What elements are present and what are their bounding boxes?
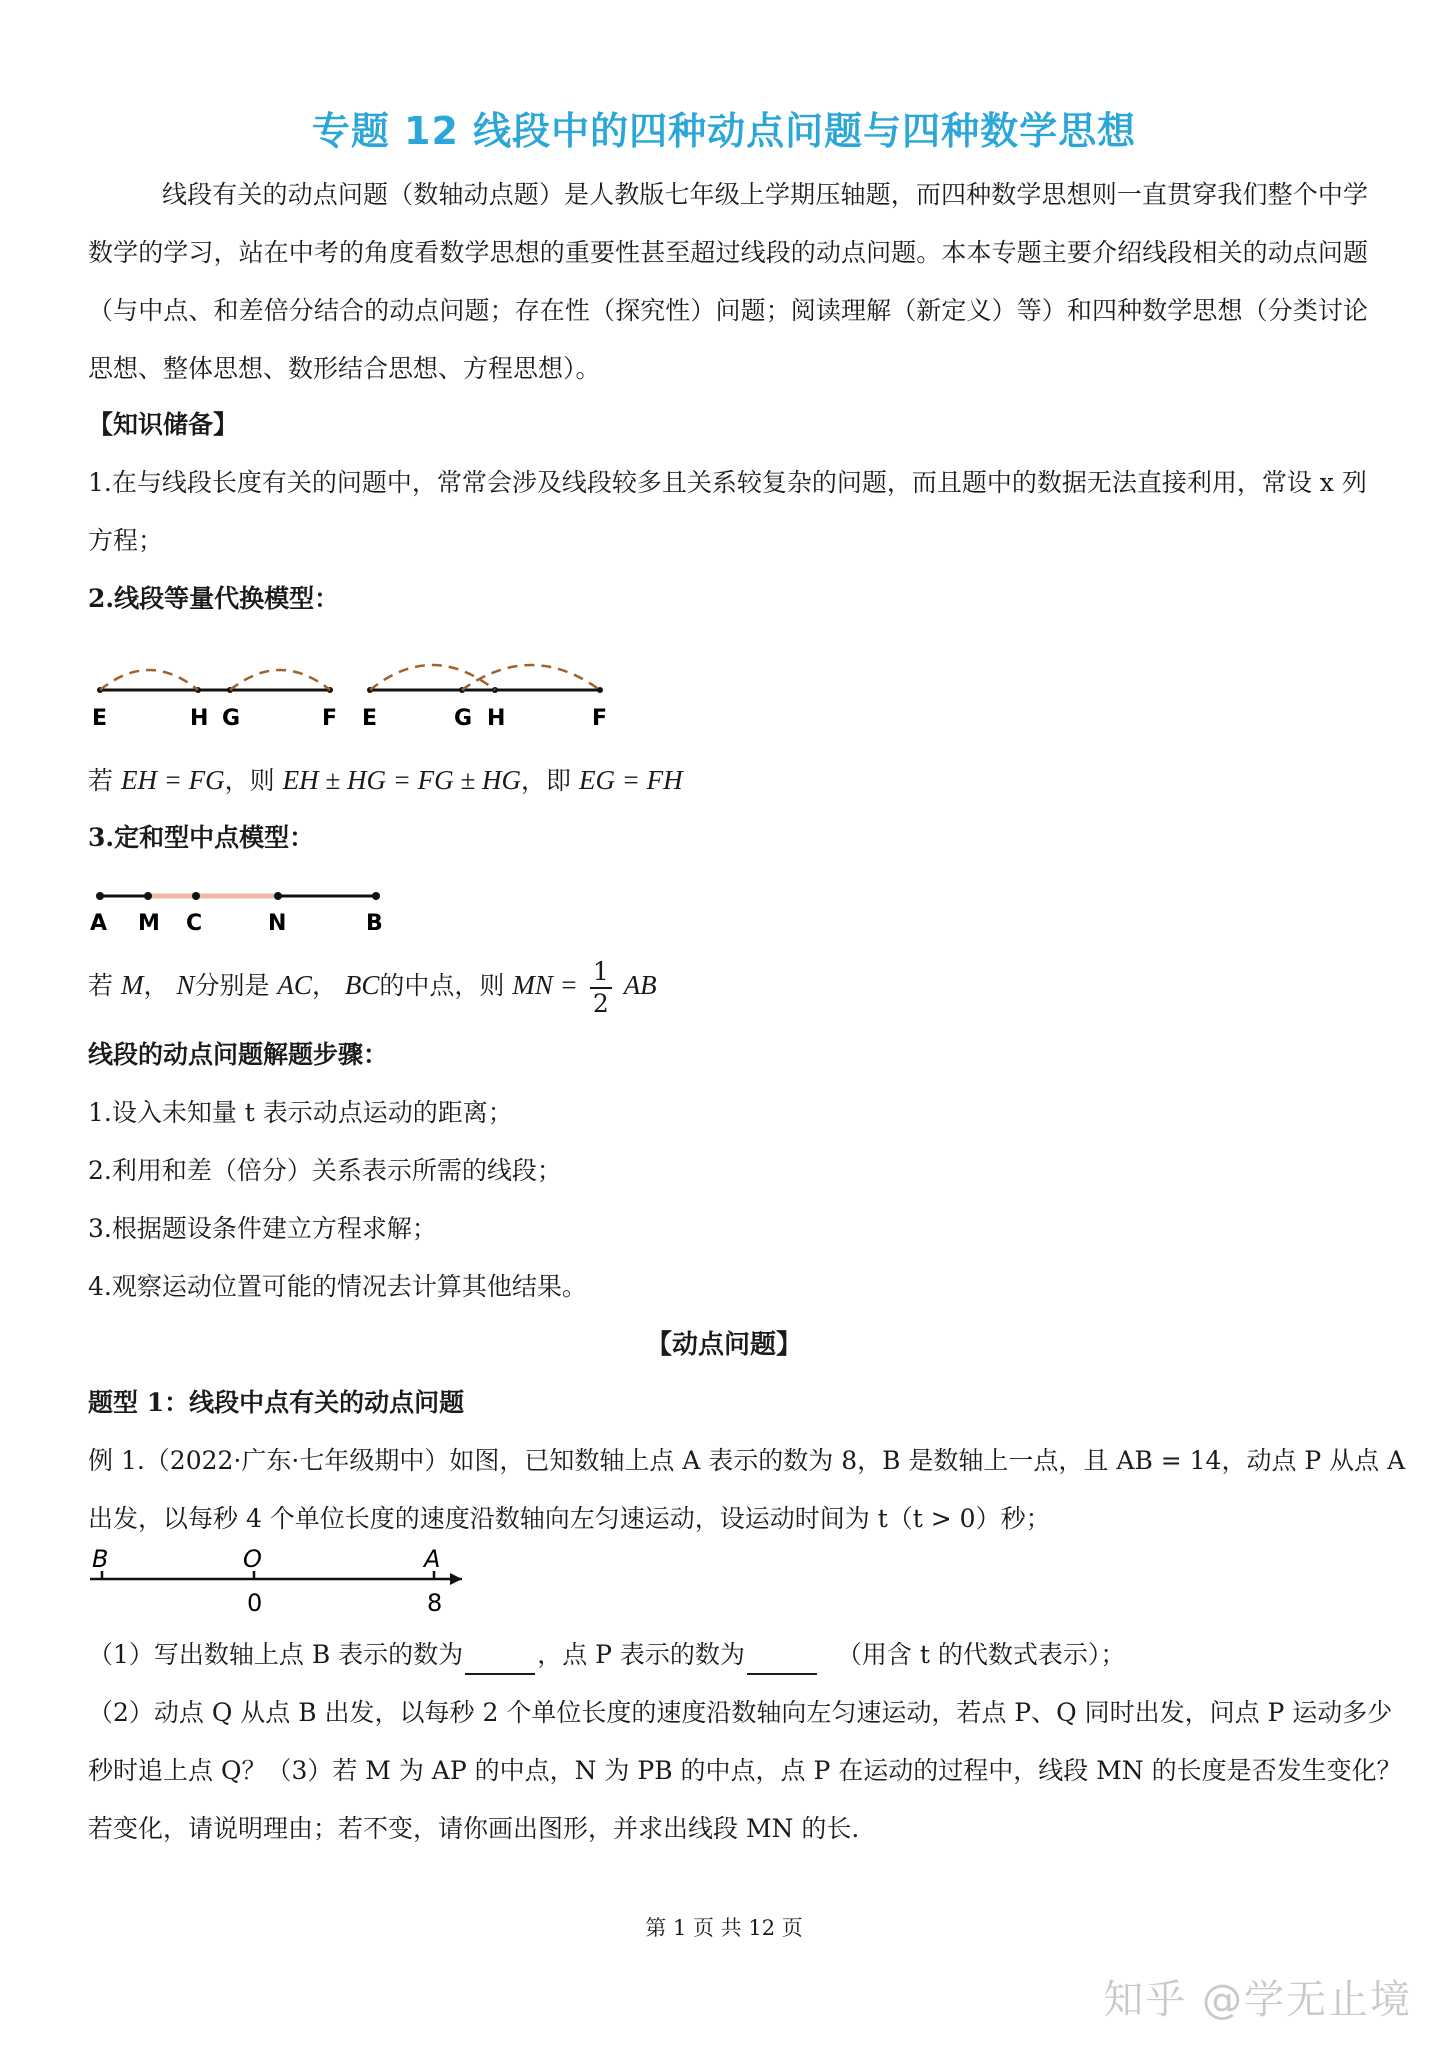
question-2-line3: 若变化，请说明理由；若不变，请你画出图形，并求出线段 MN 的长.	[88, 1814, 860, 1843]
number-line-figure	[82, 1545, 482, 1625]
figure2-label-A: A	[90, 911, 108, 936]
answer-blank-p	[747, 1645, 817, 1675]
midpoint-model-figure	[88, 882, 388, 942]
figure1-label-E: E	[92, 706, 108, 731]
knowledge-3-formula: 若 M， N分别是 AC， BC的中点，则 MN = $\frac{1}{2}$ AB	[88, 956, 657, 1018]
step-1: 1.设入未知量 t 表示动点运动的距离；	[88, 1098, 513, 1127]
knowledge-2-heading: 2.线段等量代换模型：	[88, 584, 340, 613]
step-2: 2.利用和差（倍分）关系表示所需的线段；	[88, 1156, 562, 1185]
fraction-one-half: $\frac{1}{2}$	[590, 957, 612, 1019]
knowledge-3-heading: 3.定和型中点模型：	[88, 823, 315, 852]
knowledge-2-formula: 若 EH = FG，则 EH ± HG = FG ± HG，即 EG = FH	[88, 765, 683, 795]
figure1-label-F2: F	[592, 706, 608, 731]
figure2-label-B: B	[366, 911, 383, 936]
page-title: 专题 12 线段中的四种动点问题与四种数学思想	[311, 109, 1137, 153]
steps-heading: 线段的动点问题解题步骤：	[88, 1040, 389, 1069]
page-footer: 第 1 页 共 12 页	[645, 1916, 803, 1940]
figure1-label-G: G	[222, 706, 241, 731]
figure-left-model	[92, 670, 337, 731]
answer-blank-b	[465, 1645, 535, 1675]
step-4: 4.观察运动位置可能的情况去计算其他结果。	[88, 1272, 587, 1301]
watermark: 知乎 @学无止境	[1103, 1977, 1412, 2023]
figure1-label-H: H	[190, 706, 209, 731]
section-heading: 【动点问题】	[645, 1330, 802, 1360]
knowledge-1-line2: 方程；	[88, 526, 164, 555]
knowledge-1-line1: 1.在与线段长度有关的问题中，常常会涉及线段较多且关系较复杂的问题，而且题中的数据无法直接利用，常设 x 列	[88, 468, 1367, 497]
figure2-label-M: M	[138, 911, 160, 936]
numline-label-A: A	[424, 1545, 441, 1573]
figure2-label-N: N	[268, 911, 287, 936]
segment-substitution-figure	[90, 645, 620, 735]
intro-paragraph: 线段有关的动点问题（数轴动点题）是人教版七年级上学期压轴题，而四种数学思想则一直贯穿我们整个中学数学的学习，站在中考的角度看数学思想的重要性甚至超过线段的动点问题。本本专题主要介绍线段相关的动点问题（与中点、和差倍分结合的动点问题；存在性（探究性）问题；阅读理解（新定义）等）和四种数学思想（分类讨论思想、整体思想、数形结合思想、方程思想）。	[88, 180, 1368, 383]
figure2-label-C: C	[186, 911, 203, 936]
step-3: 3.根据题设条件建立方程求解；	[88, 1214, 437, 1243]
question-2-line2: 秒时追上点 Q？（3）若 M 为 AP 的中点，N 为 PB 的中点，点 P 在运动的过程中，线段 MN 的长度是否发生变化？	[88, 1756, 1402, 1785]
numline-tick-8: 8	[427, 1589, 443, 1617]
type1-heading: 题型 1：线段中点有关的动点问题	[88, 1388, 465, 1417]
figure1-label-E2: E	[362, 706, 378, 731]
example1-line1: 例 1.（2022·广东·七年级期中）如图，已知数轴上点 A 表示的数为 8，B 是数轴上一点，且 AB = 14，动点 P 从点 A	[88, 1446, 1406, 1475]
question-2-line1: （2）动点 Q 从点 B 出发，以每秒 2 个单位长度的速度沿数轴向左匀速运动，若点 P、Q 同时出发，问点 P 运动多少	[88, 1698, 1393, 1727]
figure1-label-G2: G	[454, 706, 473, 731]
question-1: （1）写出数轴上点 B 表示的数为 ，点 P 表示的数为 （用含 t 的代数式表示）；	[88, 1635, 1125, 1675]
figure1-label-H2: H	[487, 706, 506, 731]
figure1-label-F: F	[322, 706, 338, 731]
figure-right-model	[362, 665, 607, 731]
numline-label-B: B	[92, 1545, 109, 1573]
numline-label-O: O	[243, 1545, 262, 1573]
knowledge-heading: 【知识储备】	[88, 410, 239, 439]
numline-tick-0: 0	[247, 1589, 263, 1617]
example1-line2: 出发，以每秒 4 个单位长度的速度沿数轴向左匀速运动，设运动时间为 t（t > 0）秒；	[88, 1504, 1051, 1533]
